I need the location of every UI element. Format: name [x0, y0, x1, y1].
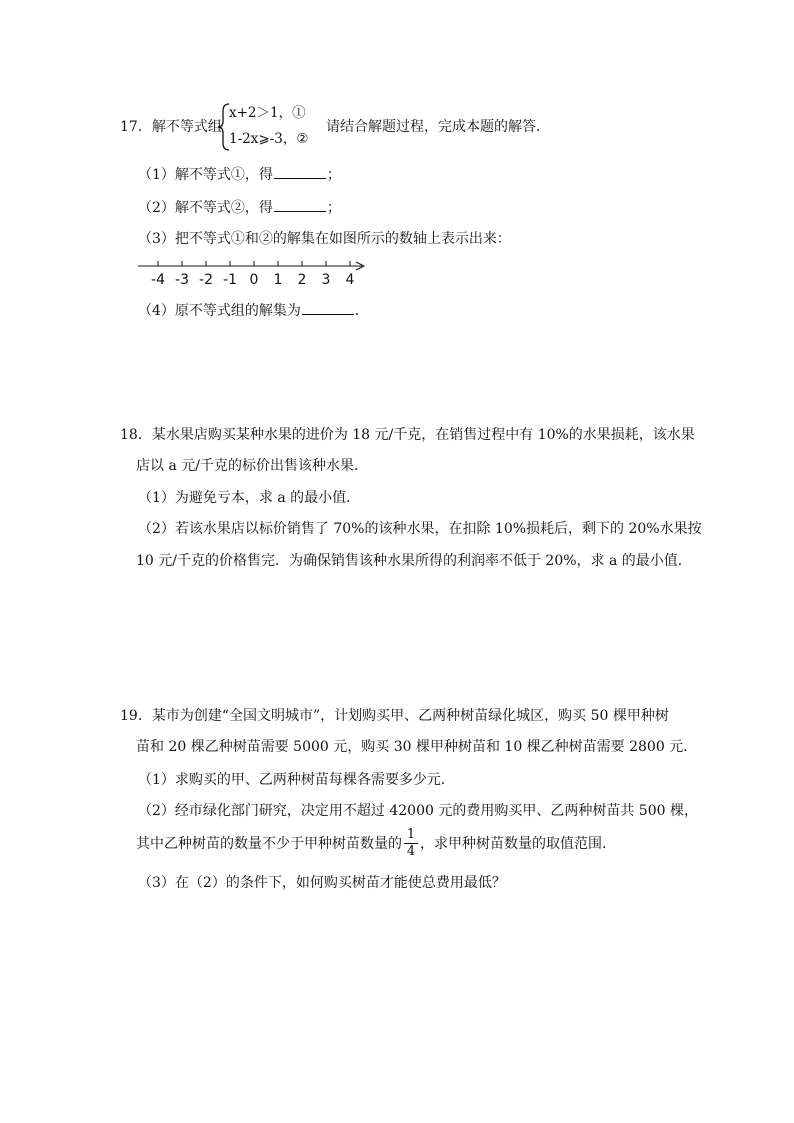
- tick-label: -4: [151, 272, 165, 288]
- q17-part1-text: （1）解不等式①，得: [138, 167, 273, 183]
- q17-part2: [138, 197, 341, 218]
- q17-part2-end: ；: [326, 200, 341, 216]
- q19-part2-line2a: 其中乙种树苗的数量不少于甲种树苗数量的: [136, 836, 402, 852]
- answer-blank: [274, 164, 326, 179]
- q17-prefix: 17．解不等式组: [120, 119, 222, 135]
- number-line-ticks: [151, 261, 355, 288]
- q18-part2-line1: （2）若该水果店以标价销售了 70%的该种水果，在扣除 10%损耗后，剩下的 20%水果按: [138, 521, 702, 537]
- q19-part2-line2b: ，求甲种树苗数量的取值范围．: [420, 836, 616, 852]
- tick-label: -3: [175, 272, 189, 288]
- answer-blank: [302, 300, 354, 315]
- q17-part3: （3）把不等式①和②的解集在如图所示的数轴上表示出来：: [138, 231, 511, 247]
- tick-label: 2: [297, 272, 307, 288]
- fraction-one-quarter: [404, 828, 418, 859]
- q19-part2-line1: （2）经市绿化部门研究，决定用不超过 42000 元的费用购买甲、乙两种树苗共 500 棵，: [138, 803, 698, 819]
- q17-part4-end: ．: [354, 303, 369, 319]
- q17-part4-text: （4）原不等式组的解集为: [138, 303, 301, 319]
- q17-part1: [138, 164, 341, 185]
- tick-label: -2: [199, 272, 213, 288]
- answer-blank: [274, 197, 326, 212]
- tick-label: 4: [345, 272, 355, 288]
- q19-line1: 19．某市为创建“全国文明城市”，计划购买甲、乙两种树苗绿化城区，购买 50 棵甲种树: [120, 708, 669, 724]
- q18-part1: （1）为避免亏本，求 a 的最小值．: [138, 490, 361, 506]
- q17-system-line2: 1-2x⩾-3，②: [229, 131, 309, 147]
- tick-label: 1: [273, 272, 283, 288]
- tick-label: 0: [249, 272, 259, 288]
- q18-line1: 18．某水果店购买某种水果的进价为 18 元/千克，在销售过程中有 10%的水果损耗，该水果: [120, 427, 695, 443]
- q17-part4: [138, 300, 369, 321]
- q18-line2: 店以 a 元/千克的标价出售该种水果．: [136, 458, 368, 474]
- q17-intro-suffix: 请结合解题过程，完成本题的解答．: [326, 119, 550, 135]
- q19-part1: （1）求购买的甲、乙两种树苗每棵各需要多少元．: [138, 772, 455, 788]
- q17-part1-end: ；: [326, 167, 341, 183]
- q17-system-line1: x+2＞1，①: [229, 105, 306, 121]
- q19-part3: （3）在（2）的条件下，如何购买树苗才能使总费用最低？: [138, 875, 506, 891]
- q19-line2: 苗和 20 棵乙种树苗需要 5000 元，购买 30 棵甲种树苗和 10 棵乙种树苗需要 2800 元．: [136, 739, 698, 755]
- number-line: [134, 256, 374, 290]
- q18-part2-line2: 10 元/千克的价格售完．为确保销售该种水果所得的利润率不低于 20%，求 a 的最小值．: [136, 553, 692, 569]
- tick-label: 3: [321, 272, 331, 288]
- tick-label: -1: [223, 272, 237, 288]
- q17-part2-text: （2）解不等式②，得: [138, 200, 273, 216]
- fraction-denominator: 4: [406, 844, 416, 859]
- fraction-numerator: 1: [406, 827, 416, 842]
